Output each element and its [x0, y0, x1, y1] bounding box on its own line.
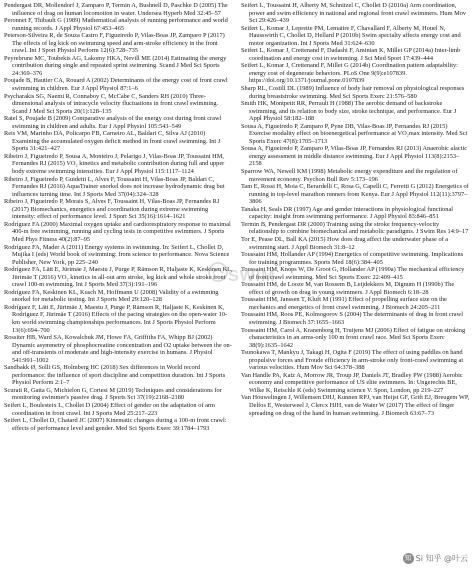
- reference-entry: Tor E, Pease DL, Ball KA (2015) How does drag affect the underwater phase of a swimming start. J Appl Biomech 31:8–12: [241, 235, 449, 251]
- reference-entry: Rodríguez FA, Mader A (2011) Energy systems in swimming. In: Seifert L, Chollet D, Mujika I (eds) World book of swimming: from science to performance. Nova Science Publisher, New York, pp 225–240: [4, 243, 230, 266]
- reference-entry: Scurati R, Gatta G, Michielon G, Cortesi M (2019) Techniques and considerations for monitoring swimmer's passive drag. J Sports Sci 37(19):2168–2180: [4, 386, 222, 402]
- reference-entry: Toussaint HM, de Looze M, van Rossem B, Leijdekkers M, Dignum H (1990b) The effect of growth on drag in young swimmers. J Appl Biomech 6:18–28: [241, 281, 455, 296]
- reference-entry: Rodríguez FA (2000) Maximal oxygen uptake and cardiorespiratory response to maximal 400-m free swimming, running and cycling tests in competitive swimmers. J Sports Med Phys Fitness 40(2):87–95: [4, 220, 231, 243]
- reference-entry: Tsunokawa T, Mankyu J, Takagi H, Ogita F (2019) The effect of using paddles on hand propulsive forces and Froude efficiency in arm-stroke only front-crawl swimming at various velocities. Hum Mov Sci 64:378–388: [241, 349, 464, 372]
- credit-text: Si 知乎 @叶云: [415, 554, 468, 563]
- reference-entry: Tam E, Rossi H, Moia C, Berardelli C, Rosa G, Capelli C, Ferretti G (2012) Energetics of running in top-level marathon runners from Kenya. Eur J Appl Physiol 112(11):3797–3806: [241, 183, 469, 206]
- reference-entry: Seifert L, Chollet D, Chatard JC (2007) Kinematic changes during a 100-m front crawl: effects of performance level and gender. Med Sci Sports Exerc 39:1784–1793: [4, 417, 227, 432]
- reference-entry: Ratel S, Poujade B (2009) Comparative analysis of the energy cost during front crawl swimming in children and adults. Eur J Appl Physiol 105:543–549: [4, 115, 222, 130]
- reference-entry: Toussaint HM, Janssen T, Kluft M (1991) Effect of propelling surface size on the mechanics and energetics of front crawl swimming. J Biomech 24:205–211: [241, 296, 447, 311]
- reference-entry: Toussaint HM, Carol A, Kranenborg H, Truijens MJ (2006) Effect of fatigue on stroking characteristics in an arms-only 100 m front crawl race. Med Sci Sports Exerc 38(9):1635–1642: [241, 326, 466, 349]
- reference-entry: Toussaint HM, Roos PE, Kolmogorov S (2004) The determinants of drag in front crawl swimming. J Biomech 37:1655–1663: [241, 311, 463, 326]
- reference-entry: Rossiter HB, Ward SA, Kowalchuk JM, Howe FA, Griffiths FA, Whipp BJ (2002) Dynamic asymmetry of phosphocreatine concentration and O2 uptake between the on- and off-transients of moderate and high-intensity exercise in humans. J Physiol 541:991–1002: [4, 334, 232, 364]
- reference-entry: Van Houwelingen J, Willemsen DHJ, Kunnen RPJ, van Heijst GF, Grift EJ, Breugem WP, Delfos E, Westerweel J, Clercx HJH, van de Water W (2017) The effect of finger spreading on drag of the hand in human swimming. J Biomech 63:67–73: [241, 394, 470, 417]
- reference-entry: Ribeiro J, Figueiredo P, Sousa A, Monteiro J, Pelarigo J, Vilas-Boas JP, Toussaint HM, Fernandes RJ (2015) VO₂ kinetics and metabolic contribution during full and upper body extreme swimming intensities. Eur J Appl Physiol 115:1117–1124: [4, 152, 225, 176]
- reference-entry: Smith HK, Montpetit RR, Perrault H (1988) The aerobic demand of backstroke swimming, and its relation to body size, stroke technique, and performance. Eur J Appl Physiol 58:182–188: [241, 100, 457, 123]
- reference-entry: Seifert L, Boulesteix L, Chollet D (2004) Effect of gender on the adaptation of arm coordination in front crawl. Int J Sports Med 25:217–223: [4, 401, 215, 417]
- reference-entry: Psycharakis SG, Naemi R, Connaboy C, McCabe C, Sanders RH (2010) Three-dimensional analysis of intracycle velocity fluctuations in front crawl swimming. Scand J Med Sci Sports 20(1):128–135: [4, 92, 219, 115]
- reference-entry: Poujade B, Hautier CA, Rouard A (2002) Determinants of the energy cost of front crawl swimming in children. Eur J Appl Physiol 87:1–6: [4, 77, 228, 93]
- reference-entry: Seifert L, Komar J, Leprette PM, Lemaitre F, Chavallard F, Alberty M, Houel N, Hausswirth C, Chollet D, Hellard P (2010b) Swim specialty affects energy cost and motor organization. Int J Sports Med 31:624–630: [241, 24, 461, 47]
- reference-entry: Ribeiro J, Figueiredo P, Morais S, Alves F, Toussaint H, Vilas-Boas JP, Fernandes RJ (2017) Biomechanics, energetics and coordination during extreme swimming intensity: effect of performance level. J Sport Sci 35(16):1614–1621: [4, 198, 220, 221]
- reference-entry: Seifert L, Toussaint H, Alberty M, Schnitzel C, Chollet D (2010a) Arm coordination, power and swim efficiency in national and regional front crawl swimmers. Hum Mov Sci 29:426–439: [241, 2, 467, 25]
- zhihu-badge-icon: 知: [404, 554, 412, 562]
- reference-entry: Tanaka H, Seals DR (1997) Age and gender interactions in physiological functional capacity: insight from swimming performance. J Appl Physiol 83:846–851: [241, 205, 454, 221]
- reference-entry: Rodríguez FA, Keskinen KL, Kusch M, Hoffmann U (2008) Validity of a swimming snorkel for metabolic testing. Int J Sports Med 29:120–128: [4, 288, 219, 304]
- reference-entry: Ribeiro J, Figueiredo P, Guidetti L, Alves F, Toussaint H, Vilas-Boas JP, Baldari C, Fernandes RJ (2016) AquaTrainer snorkel does not increase hydrodynamic drag but influences turning time. Int J Sports Med 37(04):324–328: [4, 175, 225, 198]
- reference-entry: Van Handle PA, Katz A, Morrow JR, Troup JP, Daniels JT, Bradley PW (1988) Aerobic economy and competitive performance of US elite swimmers. In: Ungerechts BE, Wilke K, Reischle K (eds) Swimming science V. Spon, London, pp 219–227: [241, 371, 463, 394]
- reference-entry: Peronnet F, Thibault G (1989) Mathematical analysis of running performance and world running records. J Appl Physiol 67:453–465: [4, 17, 228, 32]
- reference-entry: Seifert L, Komar J, Crettenand F, Millet G (2014b) Coordination pattern adaptability: energy cost of degenerate behaviors. PLoS One 9(9):e107839. https://doi.org/10.1371/journal.pone.0107839: [241, 62, 458, 85]
- reference-entry: Termin B, Pendergast DR (2000) Training using the stroke frequency-velocity relationship to combine biomechanical and metabolic paradigms. J Swim Res 14:9–17: [241, 220, 469, 236]
- reference-entry: Rodríguez FA, Lätt E, Jürimäe J, Maestu J, Purge P, Rämson R, Haljaste K, Keskinen KL, Jürimäe T (2016) VO₂ kinetics in all-out arm stroke, leg kick and whole stroke front crawl 100-m swimming. Int J Sports Med 37(3):191–196: [4, 266, 233, 289]
- reference-entry: Sandbakk Ø, Solli GS, Holmberg HC (2018) Sex differences in World record performance: the influence of sport discipline and competition duration. Int J Sports Physiol Perform 2:1–7: [4, 364, 226, 387]
- reference-entry: Peyrebrune MC, Toubekis AG, Lakomy HKA, Nevill ME (2014) Estimating the energy contribution during single and repeated sprint swimming. Scand J Med Sci Sports 24:369–376: [4, 54, 227, 77]
- reference-entry: Seifert L, Komar J, Crettenand F, Dadashi F, Aminian K, Millet GP (2014a) Inter-limb coordination and energy cost in swimming. J Sci Med Sport 17:439–444: [241, 47, 461, 62]
- reference-entry: Peterson-Silveira R, de Souza Castro F, Figueiredo P, Vilas-Boas JP, Zamparo P (2017) The effects of leg kick on swimming speed and arm-stroke efficiency in the front crawl. Int J Sport Physiol Perform 12(6):728–735: [4, 32, 225, 55]
- reference-entry: Toussaint HM, Hollander AP (1994) Energetics of competitive swimming. Implications for training programmes. Sports Med 18(6):384–405: [241, 251, 464, 266]
- reference-entry: Sharp RL, Costill DL (1989) Influence of body hair removal on physiological responses during breaststroke swimming. Med Sci Sports Exerc 21:576–580: [241, 85, 465, 100]
- reference-entry: Sousa A, Figueiredo P, Zamparo P, Pyne DB, Vilas-Boas JP, Fernandes RJ (2015) Exercise modality effect on bioenergetical performance at VO₂max intensity. Med Sci Sports Exerc 47(8):1705–1713: [241, 122, 468, 145]
- source-credit: [403, 553, 468, 564]
- watermark-logo-icon: [208, 262, 228, 282]
- references-right-column: [241, 2, 470, 417]
- reference-entry: Toussaint HM, Knops W, De Groot G, Hollander AP (1990a) The mechanical efficiency of front crawl swimming. Med Sci Sports Exerc 22:409–415: [241, 266, 465, 281]
- reference-entry: Reis VM, Marinho DA, Policarpo FB, Carneiro AL, Baldari C, Silva AJ (2010) Examining the accumulated oxygen deficit method in front crawl swimming. Int J Sports 31:421–427: [4, 130, 221, 153]
- reference-entry: Rodríguez F, Lätt E, Jürimäe J, Maestu J, Purge P, Rämson R, Haljaste K, Keskinen K, Rodriguez F, Jürimäe T (2016) Effects of the pacing strategies on the open-water 10-km world swimming championships performances. Int J Sports Physiol Perform 13(6):694–700: [4, 303, 228, 334]
- references-left-column: [4, 2, 233, 432]
- reference-entry: Sousa A, Figueiredo P, Zamparo P, Vilas-Boas JP, Fernandes RJ (2013) Anaerobic alactic energy assessment in middle distance swimming. Eur J Appl Physiol 113(8):2153–2158: [241, 145, 468, 168]
- reference-entry: Pendergast DR, Mollendorf J, Zamparo P, Termin A, Bushnell D, Paschke D (2005) The influence of drag on human locomotion in water. Undersea Hyperb Med 32:45–57: [4, 2, 228, 17]
- watermark-text: SWIM: [228, 268, 276, 285]
- reference-entry: Sparrow WA, Newell KM (1998) Metabolic energy expenditure and the regulation of movement economy. Psychon Bull Rev 5:173–196: [241, 168, 458, 183]
